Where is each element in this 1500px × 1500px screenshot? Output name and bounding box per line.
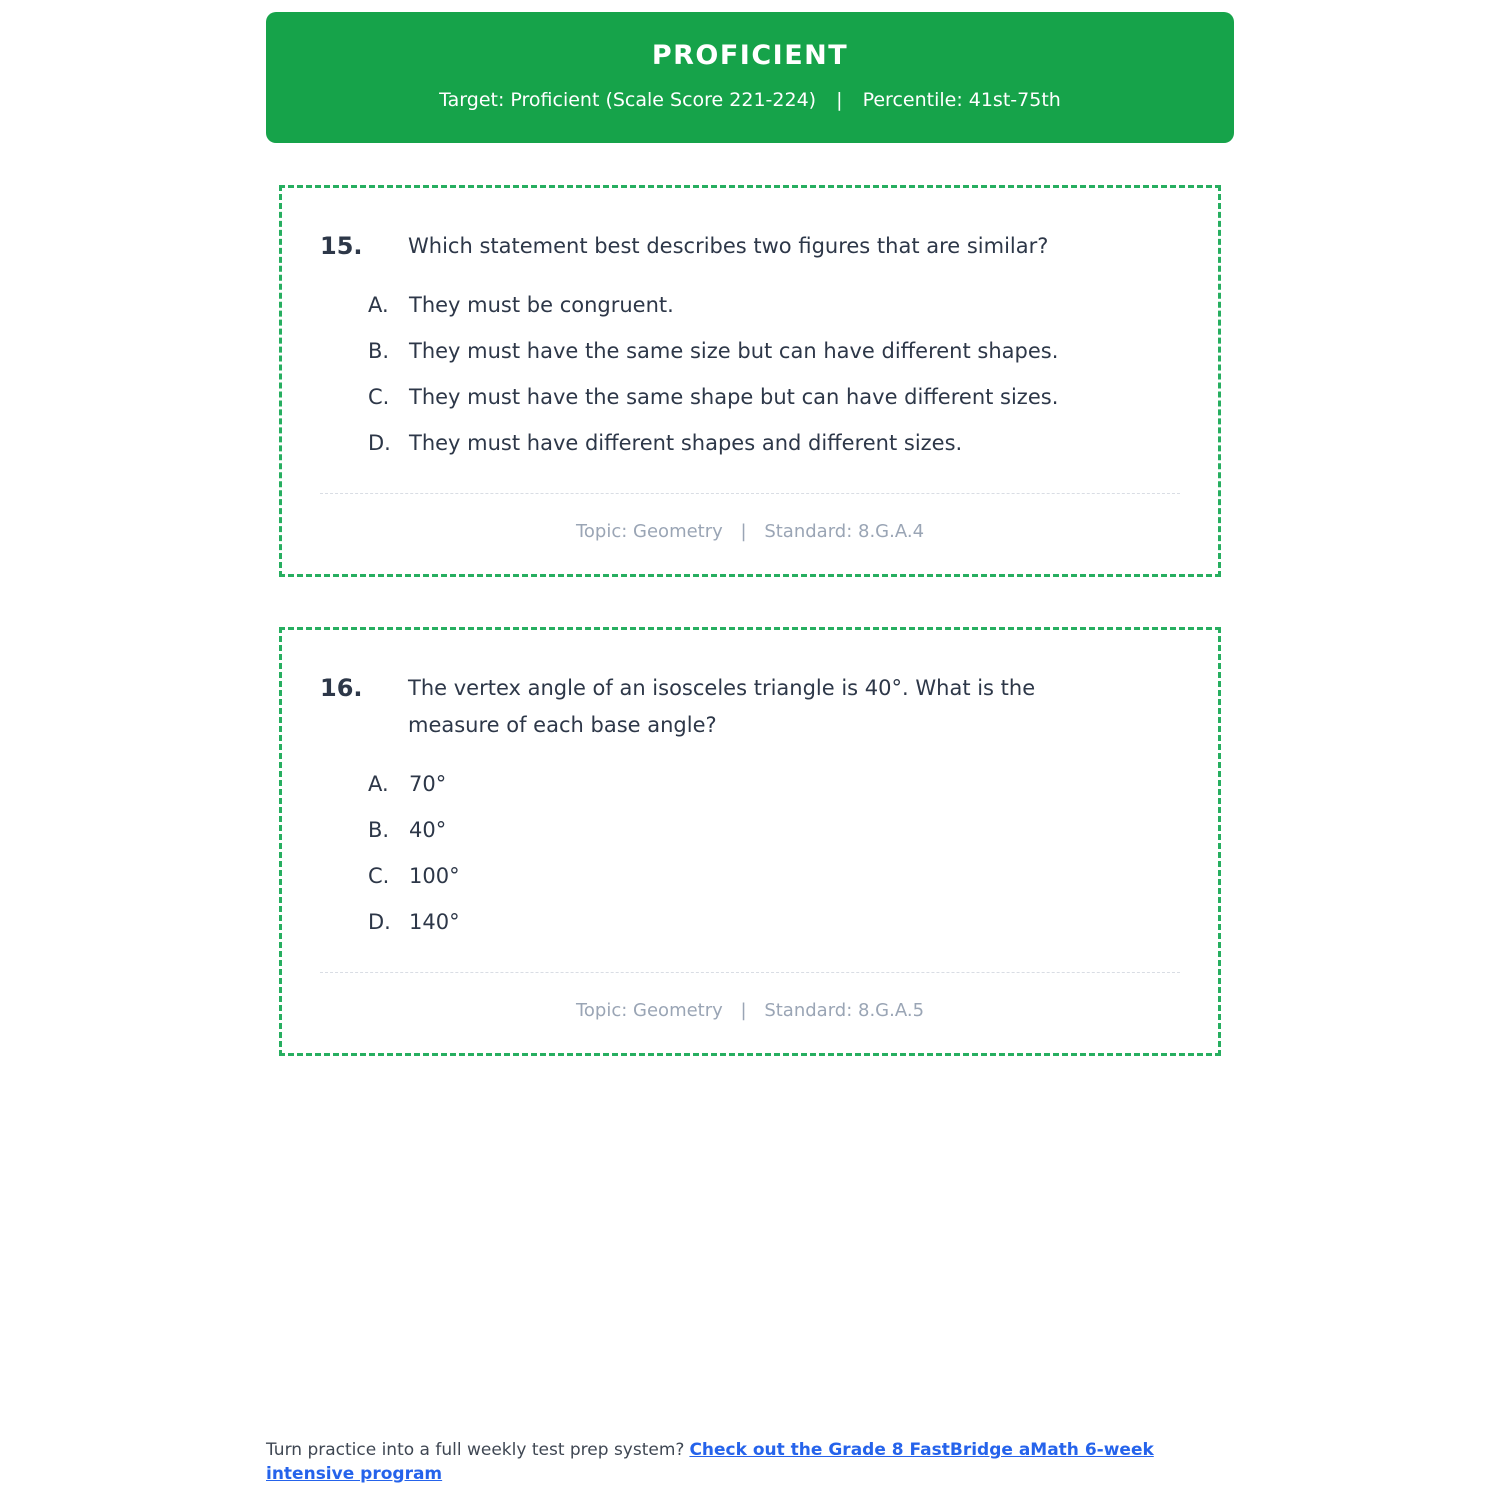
option-text: 70°: [409, 772, 447, 796]
footer-prompt: Turn practice into a full weekly test prep system?: [266, 1440, 685, 1460]
banner-subtitle: [286, 89, 1214, 111]
topic-label: Topic: Geometry: [575, 521, 723, 542]
options-list: [368, 768, 1182, 938]
question-meta: [318, 521, 1182, 542]
option-text: 140°: [409, 910, 460, 934]
question-row: [318, 670, 1182, 744]
question-meta: [318, 1000, 1182, 1021]
meta-divider: [320, 972, 1180, 973]
banner-target-text: Target: Proficient (Scale Score 221-224): [439, 89, 817, 111]
option-d: [368, 427, 1182, 459]
option-text: They must have different shapes and different sizes.: [409, 431, 963, 455]
option-text: 40°: [409, 818, 447, 842]
option-letter: B.: [368, 818, 390, 842]
option-c: [368, 860, 1182, 892]
banner-subtitle-separator: |: [836, 89, 843, 111]
option-letter: C.: [368, 385, 390, 409]
page-footer: [266, 1438, 1236, 1486]
content-container: [266, 12, 1234, 1056]
meta-divider: [320, 493, 1180, 494]
option-letter: B.: [368, 339, 390, 363]
option-letter: A.: [368, 293, 389, 317]
footer-program-link[interactable]: Check out the Grade 8 FastBridge aMath 6-week intensive program: [266, 1440, 1154, 1484]
option-text: 100°: [409, 864, 460, 888]
option-b: [368, 335, 1182, 367]
question-card-16: [279, 627, 1221, 1056]
option-a: [368, 768, 1182, 800]
option-b: [368, 814, 1182, 846]
option-text: They must have the same shape but can have different sizes.: [409, 385, 1059, 409]
option-letter: C.: [368, 864, 390, 888]
option-letter: D.: [368, 910, 391, 934]
question-card-15: [279, 185, 1221, 577]
option-c: [368, 381, 1182, 413]
question-row: [318, 228, 1182, 265]
question-text: The vertex angle of an isosceles triangle is 40°. What is the measure of each base angle?: [408, 676, 1036, 737]
proficiency-banner: [266, 12, 1234, 143]
meta-separator: |: [740, 521, 747, 542]
banner-percentile-text: Percentile: 41st-75th: [862, 89, 1061, 111]
meta-separator: |: [740, 1000, 747, 1021]
question-number: 16.: [320, 674, 363, 702]
options-list: [368, 289, 1182, 459]
banner-title: PROFICIENT: [651, 40, 849, 71]
question-number: 15.: [320, 232, 363, 260]
option-text: They must be congruent.: [409, 293, 674, 317]
option-text: They must have the same size but can have different shapes.: [409, 339, 1059, 363]
question-text: Which statement best describes two figures that are similar?: [408, 234, 1049, 258]
standard-label: Standard: 8.G.A.5: [764, 1000, 925, 1021]
option-letter: D.: [368, 431, 391, 455]
option-d: [368, 906, 1182, 938]
option-a: [368, 289, 1182, 321]
option-letter: A.: [368, 772, 389, 796]
standard-label: Standard: 8.G.A.4: [764, 521, 925, 542]
topic-label: Topic: Geometry: [575, 1000, 723, 1021]
